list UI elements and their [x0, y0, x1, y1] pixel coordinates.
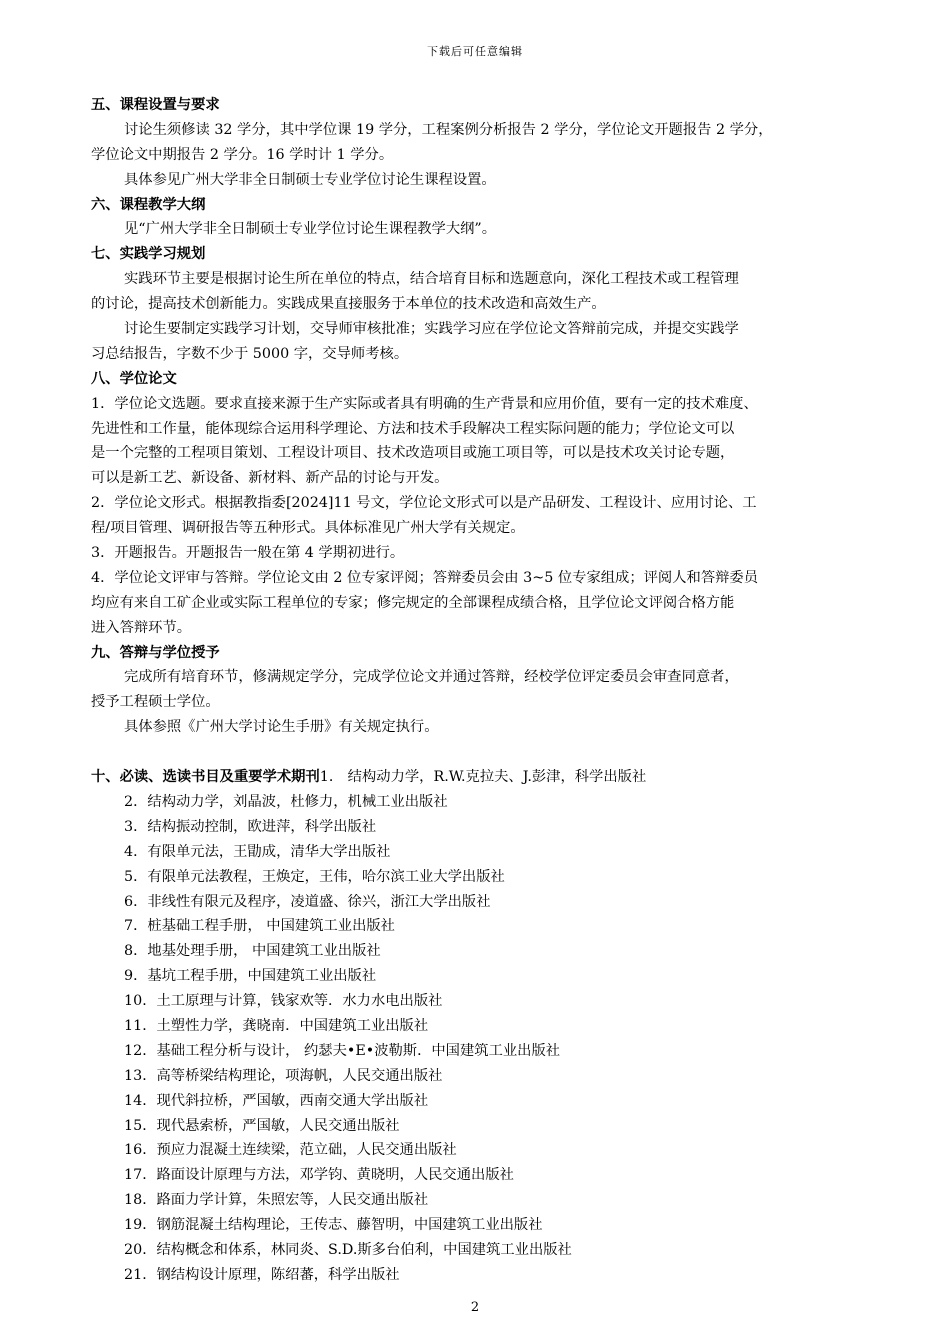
paragraph: 4．学位论文评审与答辩。学位论文由 2 位专家评阅；答辩委员会由 3~5 位专家组成；评阅人和答辩委员 — [91, 569, 759, 586]
reference-item: 15．现代悬索桥，严国敏，人民交通出版社 — [124, 1117, 400, 1134]
section-8-title: 八、学位论文 — [91, 370, 177, 387]
paragraph: 见“广州大学非全日制硕士专业学位讨论生课程教学大纲”。 — [124, 221, 497, 238]
reference-item: 9．基坑工程手册，中国建筑工业出版社 — [124, 968, 377, 985]
reference-item: 21．钢结构设计原理，陈绍蕃，科学出版社 — [124, 1266, 400, 1283]
paragraph: 具体参见广州大学非全日制硕士专业学位讨论生课程设置。 — [124, 171, 496, 188]
document-body — [91, 93, 871, 1288]
section-7-title: 七、实践学习规划 — [91, 246, 206, 263]
paragraph: 2．学位论文形式。根据教指委[2024]11 号文，学位论文形式可以是产品研发、工程设计、应用讨论、工 — [91, 495, 757, 512]
paragraph: 先进性和工作量，能体现综合运用科学理论、方法和技术手段解决工程实际问题的能力；学位论文可以 — [91, 420, 735, 437]
section-10-title: 十、必读、选读书目及重要学术期刊 — [91, 769, 320, 786]
reference-item: 12．基础工程分析与设计， 约瑟夫•E•波勒斯．中国建筑工业出版社 — [124, 1042, 561, 1059]
section-5-title: 五、课程设置与要求 — [91, 97, 220, 113]
reference-item: 17．路面设计原理与方法，邓学钧、黄晓明，人民交通出版社 — [124, 1167, 514, 1184]
paragraph: 完成所有培育环节，修满规定学分，完成学位论文并通过答辩，经校学位评定委员会审查同意者， — [124, 669, 739, 686]
reference-item: 1． 结构动力学，R.W.克拉夫、J.彭津，科学出版社 — [319, 769, 647, 786]
section-6-title: 六、课程教学大纲 — [91, 196, 206, 213]
paragraph: 是一个完整的工程项目策划、工程设计项目、技术改造项目或施工项目等，可以是技术攻关讨论专题， — [91, 445, 735, 462]
spacer — [91, 740, 871, 765]
reference-item: 4．有限单元法，王勖成，清华大学出版社 — [124, 843, 391, 860]
reference-item: 16．预应力混凝土连续梁，范立础，人民交通出版社 — [124, 1142, 457, 1159]
section-9-title: 九、答辩与学位授予 — [91, 644, 220, 661]
paragraph: 的讨论，提高技术创新能力。实践成果直接服务于本单位的技术改造和高效生产。 — [91, 296, 606, 313]
reference-item: 2．结构动力学，刘晶波，杜修力，机械工业出版社 — [124, 793, 448, 810]
paragraph: 具体参照《广州大学讨论生手册》有关规定执行。 — [124, 719, 439, 736]
reference-item: 14．现代斜拉桥，严国敏，西南交通大学出版社 — [124, 1092, 429, 1109]
reference-item: 11．土塑性力学，龚晓南．中国建筑工业出版社 — [124, 1017, 429, 1034]
paragraph: 授予工程硕士学位。 — [91, 694, 220, 711]
paragraph: 3．开题报告。开题报告一般在第 4 学期初进行。 — [91, 545, 405, 562]
paragraph: 习总结报告，字数不少于 5000 字，交导师考核。 — [91, 345, 409, 362]
paragraph: 均应有来自工矿企业或实际工程单位的专家；修完规定的全部课程成绩合格，且学位论文评阅合格方能 — [91, 594, 735, 611]
paragraph: 讨论生要制定实践学习计划，交导师审核批准；实践学习应在学位论文答辩前完成，并提交实践学 — [124, 321, 739, 338]
paragraph: 实践环节主要是根据讨论生所在单位的特点，结合培育目标和选题意向，深化工程技术或工程管理 — [124, 271, 739, 288]
reference-item: 7．桩基础工程手册， 中国建筑工业出版社 — [124, 918, 395, 935]
reference-item: 6．非线性有限元及程序，凌道盛、徐兴，浙江大学出版社 — [124, 893, 491, 910]
reference-item: 3．结构振动控制，欧进萍，科学出版社 — [124, 818, 377, 835]
reference-item: 13．高等桥梁结构理论，项海帆，人民交通出版社 — [124, 1067, 443, 1084]
paragraph: 讨论生须修读 32 学分，其中学位课 19 学分，工程案例分析报告 2 学分，学位论文开题报告 2 学分， — [124, 121, 773, 138]
page-header: 下载后可任意编辑 — [427, 45, 523, 58]
reference-item: 18．路面力学计算，朱照宏等，人民交通出版社 — [124, 1192, 429, 1209]
paragraph: 学位论文中期报告 2 学分。16 学时计 1 学分。 — [91, 146, 394, 163]
section-10-row — [91, 765, 871, 790]
reference-item: 19．钢筋混凝土结构理论，王传志、藤智明，中国建筑工业出版社 — [124, 1217, 543, 1234]
reference-item: 8．地基处理手册， 中国建筑工业出版社 — [124, 943, 381, 960]
reference-item: 20．结构概念和体系，林同炎、S.D.斯多台伯利，中国建筑工业出版社 — [124, 1241, 572, 1258]
paragraph: 1．学位论文选题。要求直接来源于生产实际或者具有明确的生产背景和应用价值，要有一定的技术难度、 — [91, 395, 758, 412]
reference-item: 10．土工原理与计算，钱家欢等．水力水电出版社 — [124, 993, 443, 1010]
paragraph: 进入答辩环节。 — [91, 619, 192, 636]
paragraph: 程/项目管理、调研报告等五种形式。具体标准见广州大学有关规定。 — [91, 520, 525, 537]
page-number: 2 — [470, 1300, 480, 1315]
reference-item: 5．有限单元法教程，王焕定，王伟，哈尔滨工业大学出版社 — [124, 868, 505, 885]
paragraph: 可以是新工艺、新设备、新材料、新产品的讨论与开发。 — [91, 470, 449, 487]
